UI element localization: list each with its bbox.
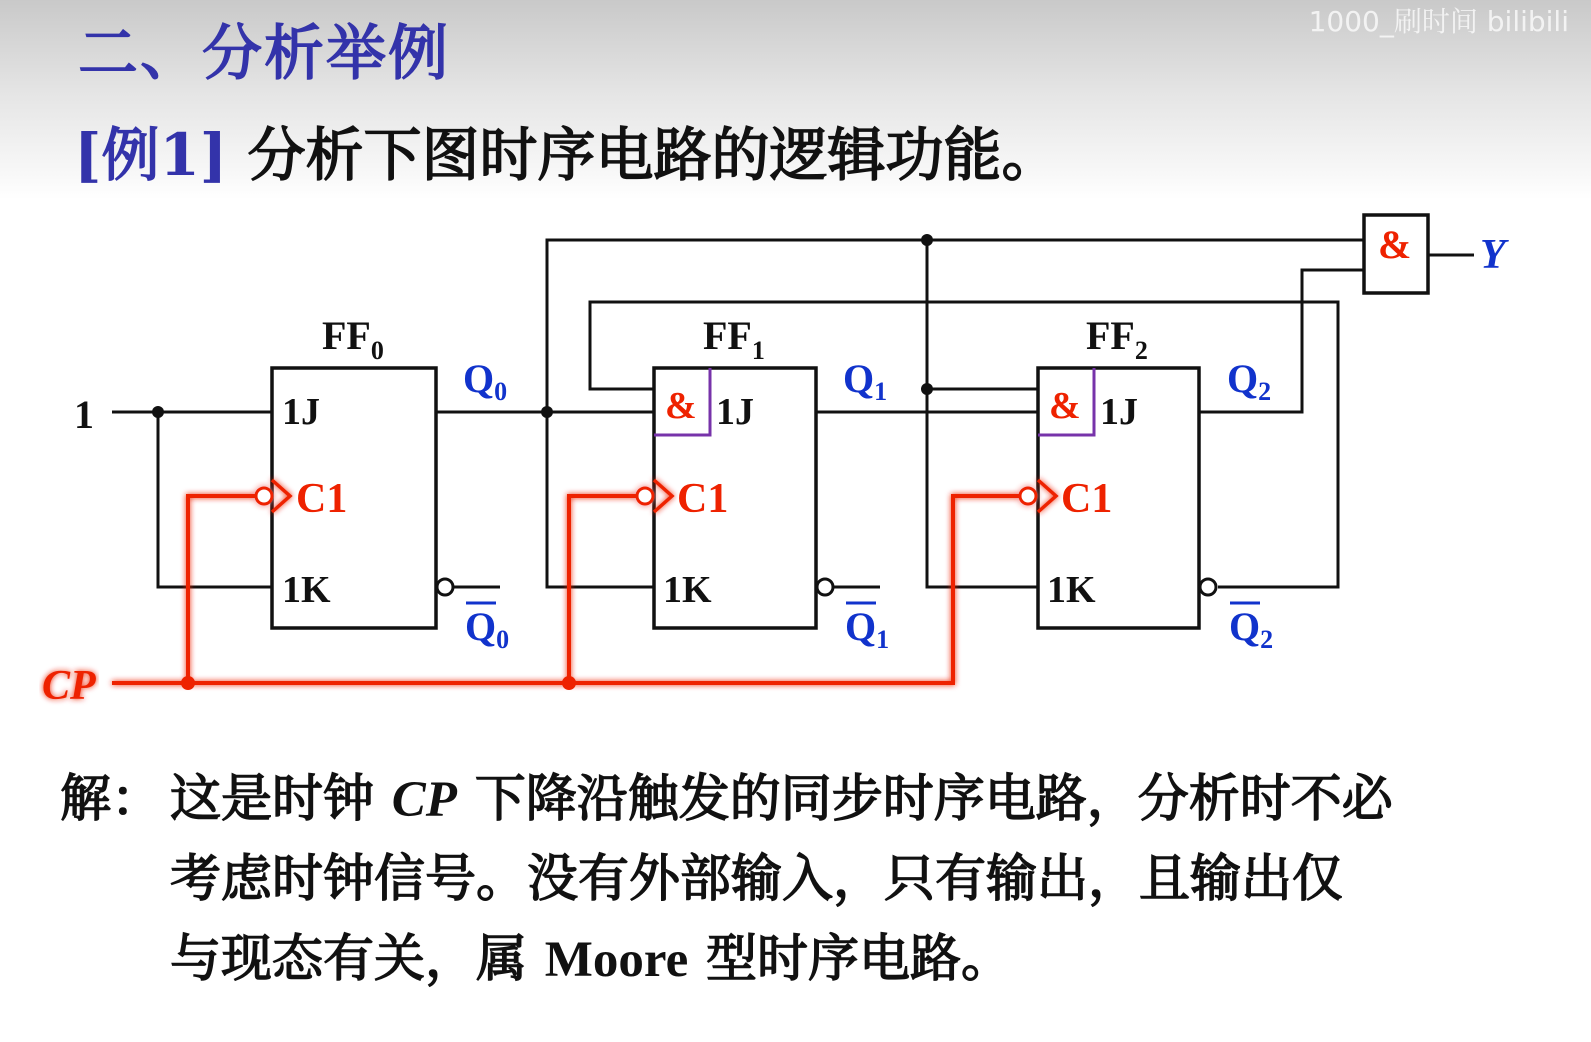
ff1-title-main: FF xyxy=(703,313,752,358)
q1bar-label-main: Q xyxy=(845,604,877,649)
q1bar-label xyxy=(845,604,889,654)
q1-label-main: Q xyxy=(843,356,875,401)
q2bar-label-main: Q xyxy=(1229,604,1261,649)
ff1-title-sub: 1 xyxy=(751,336,765,365)
ff2-clock-bubble xyxy=(1020,488,1036,504)
ff0-clock-bubble xyxy=(256,488,272,504)
ff2-clk-pin: C1 xyxy=(1061,476,1113,522)
q2-label xyxy=(1227,356,1271,406)
q2bar-label xyxy=(1229,604,1273,654)
q2bar-bubble xyxy=(1200,579,1216,595)
clock-wire xyxy=(112,496,1020,683)
ff1-clock-bubble xyxy=(637,488,653,504)
solution-text xyxy=(60,760,1540,1000)
q1-label-sub: 1 xyxy=(874,377,888,406)
ff1-j-pin: 1J xyxy=(716,391,754,433)
solution-line-3a: 与现态有关，属 xyxy=(170,930,545,989)
solution-line-2-text: 考虑时钟信号。没有外部输入，只有输出，且输出仅 xyxy=(170,850,1344,909)
example-tag: [例1] xyxy=(74,121,228,189)
q0bar-label-main: Q xyxy=(465,604,497,649)
ff1-title xyxy=(703,313,765,365)
solution-line-3b: 型时序电路。 xyxy=(688,930,1013,989)
q1bar-bubble xyxy=(817,579,833,595)
solution-line-1b: 下降沿触发的同步时序电路，分析时不必 xyxy=(456,770,1393,829)
clock-wire-ff1 xyxy=(569,496,637,683)
ff0-k-pin: 1K xyxy=(282,569,331,611)
q0bar-label-sub: 0 xyxy=(496,625,510,654)
circuit-labels xyxy=(42,222,1509,709)
solution-line-1 xyxy=(60,760,1540,840)
solution-moore: Moore xyxy=(544,932,689,988)
clock-junction-dot xyxy=(181,676,195,690)
junction-dot xyxy=(921,383,933,395)
q2bar-label-sub: 2 xyxy=(1260,625,1274,654)
ff2-title xyxy=(1086,313,1148,365)
section-title: 二、分析举例 xyxy=(78,19,450,89)
solution-cp-var: CP xyxy=(391,772,457,828)
junction-dot xyxy=(541,406,553,418)
q0-label-main: Q xyxy=(463,356,495,401)
ff0-title xyxy=(322,313,384,365)
example-text: 分析下图时序电路的逻辑功能。 xyxy=(247,121,1060,189)
ff2-j-pin: 1J xyxy=(1100,391,1138,433)
q1bar-label-sub: 1 xyxy=(876,625,890,654)
clock-wire-ff0 xyxy=(188,496,256,683)
ff1-clk-pin: C1 xyxy=(677,476,729,522)
q0bar-label xyxy=(465,604,509,654)
input-one-label: 1 xyxy=(74,392,94,437)
ff2-j-gate-symbol: & xyxy=(1049,385,1081,427)
ff1-j-gate-symbol: & xyxy=(665,385,697,427)
ff0-title-sub: 0 xyxy=(370,336,384,365)
solution-label: 解： xyxy=(60,770,163,829)
ff2-title-main: FF xyxy=(1086,313,1135,358)
ff2-k-pin: 1K xyxy=(1047,569,1096,611)
q0bar-bubble xyxy=(437,579,453,595)
output-y-label: Y xyxy=(1480,232,1506,278)
clock-network xyxy=(112,480,1056,683)
ff0-title-main: FF xyxy=(322,313,371,358)
junction-dot xyxy=(921,234,933,246)
junction-dot xyxy=(152,406,164,418)
solution-line-3 xyxy=(60,920,1540,1000)
q0-label xyxy=(463,356,507,406)
solution-line-2 xyxy=(60,840,1540,920)
watermark: 1000_刷时间 bilibili xyxy=(1308,5,1569,38)
wire-ff0-k xyxy=(158,412,272,587)
solution-line-1a: 这是时钟 xyxy=(170,770,392,829)
ff0-clock-wedge xyxy=(272,480,290,512)
q0-label-sub: 0 xyxy=(494,377,508,406)
and-gate-symbol: & xyxy=(1378,222,1412,267)
ff2-clock-wedge xyxy=(1038,480,1056,512)
ff1-k-pin: 1K xyxy=(663,569,712,611)
ff0-j-pin: 1J xyxy=(282,391,320,433)
ff0-clk-pin: C1 xyxy=(296,476,348,522)
q2-label-sub: 2 xyxy=(1258,377,1272,406)
ff1-clock-wedge xyxy=(654,480,672,512)
ff2-title-sub: 2 xyxy=(1134,336,1148,365)
q2-label-main: Q xyxy=(1227,356,1259,401)
q1-label xyxy=(843,356,887,406)
clock-junction-dot xyxy=(562,676,576,690)
cp-label: CP xyxy=(42,663,96,709)
